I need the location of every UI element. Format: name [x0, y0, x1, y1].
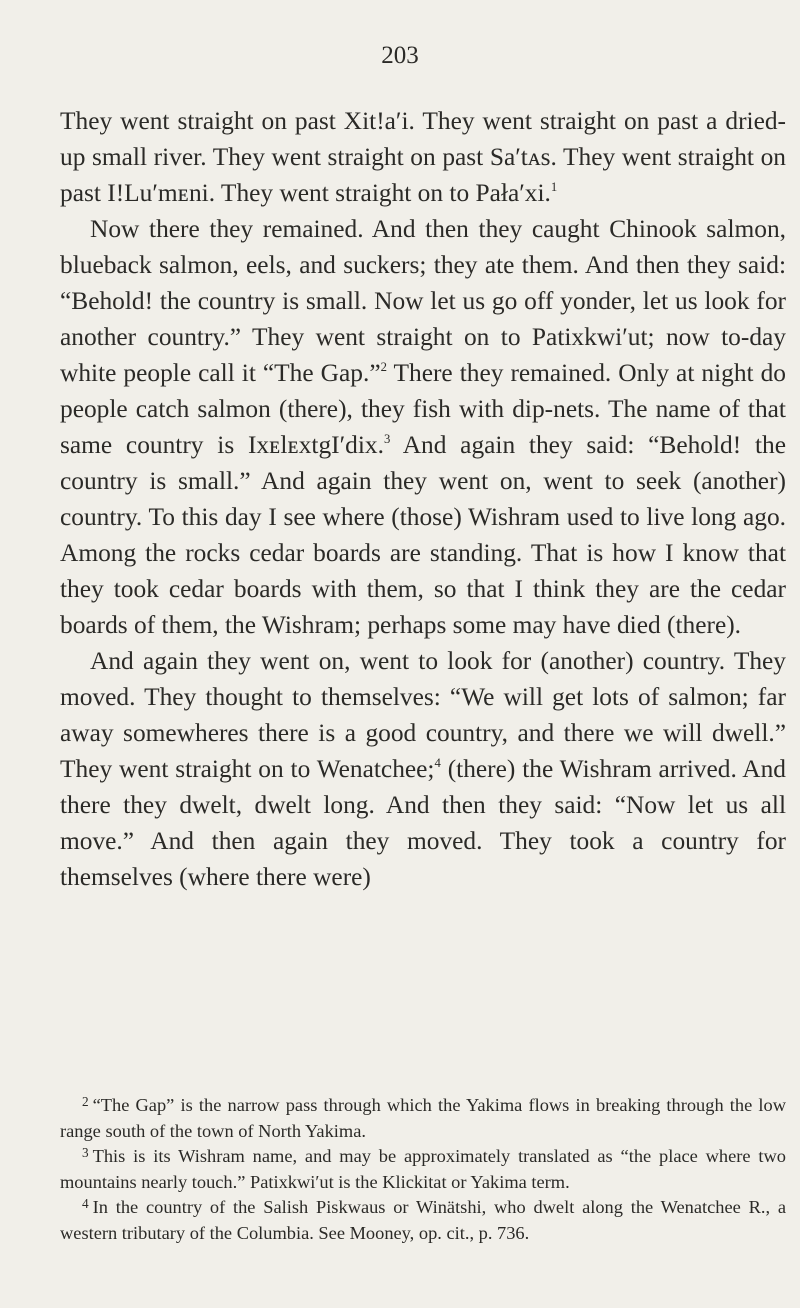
paragraph-text: (there) the Wishram arrived. And there they dwelt, dwelt long. And then they said: “Now let us all move.” And then again they moved. They took a country for themselves (where there were)	[60, 755, 786, 891]
footnote-text: In the country of the Salish Piskwaus or Winätshi, who dwelt along the Wenatchee R., a western tributary of the Columbia. See Mooney, op. cit., p. 736.	[60, 1197, 786, 1243]
footnote-ref-3: 3	[383, 431, 391, 446]
paragraph-2	[60, 211, 786, 643]
footnote-4	[60, 1195, 786, 1246]
paragraph-text: They went straight on past Xit!a′i. They went straight on past a dried-up small river. They went straight on past Sa′tᴀs. They went straight on past I!Lu′mᴇni. They went straight on to Pała′xi.	[60, 107, 786, 207]
footnote-ref-2: 2	[380, 359, 387, 374]
footnote-ref-1: 1	[550, 179, 558, 194]
footnote-number: 3	[82, 1145, 89, 1161]
page-number: 203	[381, 42, 419, 69]
body-text	[60, 103, 786, 895]
paragraph-text: And again they went on, went to look for (another) country. They moved. They thought to themselves: “We will get lots of salmon; far away somewheres there is a good country, and there we will dwell.” They went straight on to Wenatchee;	[60, 647, 786, 783]
footnote-3	[60, 1144, 786, 1195]
paragraph-text: Now there they remained. And then they caught Chinook salmon, blueback salmon, eels, and suckers; they ate them. And then they said: “Behold! the country is small. Now let us go off yonder, let us look for another country.” They went straight on to Patixkwi′ut; now to-day white people call it “The Gap.”	[60, 215, 786, 387]
footnote-number: 2	[82, 1094, 89, 1110]
footnotes	[60, 1093, 786, 1246]
paragraph-1	[60, 103, 786, 211]
footnote-text: “The Gap” is the narrow pass through which the Yakima flows in breaking through the low range south of the town of North Yakima.	[60, 1095, 786, 1141]
paragraph-text: And again they said: “Behold! the country is small.” And again they went on, went to seek (another) country. To this day I see where (those) Wishram used to live long ago. Among the rocks cedar boards are standing. That is how I know that they took cedar boards with them, so that I think they are the cedar boards of them, the Wishram; perhaps some may have died (there).	[60, 431, 786, 639]
footnote-2	[60, 1093, 786, 1144]
footnote-ref-4: 4	[434, 755, 441, 770]
paragraph-3	[60, 643, 786, 895]
paragraph-text: There they remained. Only at night do people catch salmon (there), they fish with dip-nets. The name of that same country is IxᴇlᴇxtgI′dix.	[60, 359, 786, 459]
footnote-number: 4	[82, 1196, 89, 1212]
footnote-text: This is its Wishram name, and may be approximately translated as “the place where two mountains nearly touch.” Patixkwi′ut is the Klickitat or Yakima term.	[60, 1146, 786, 1192]
